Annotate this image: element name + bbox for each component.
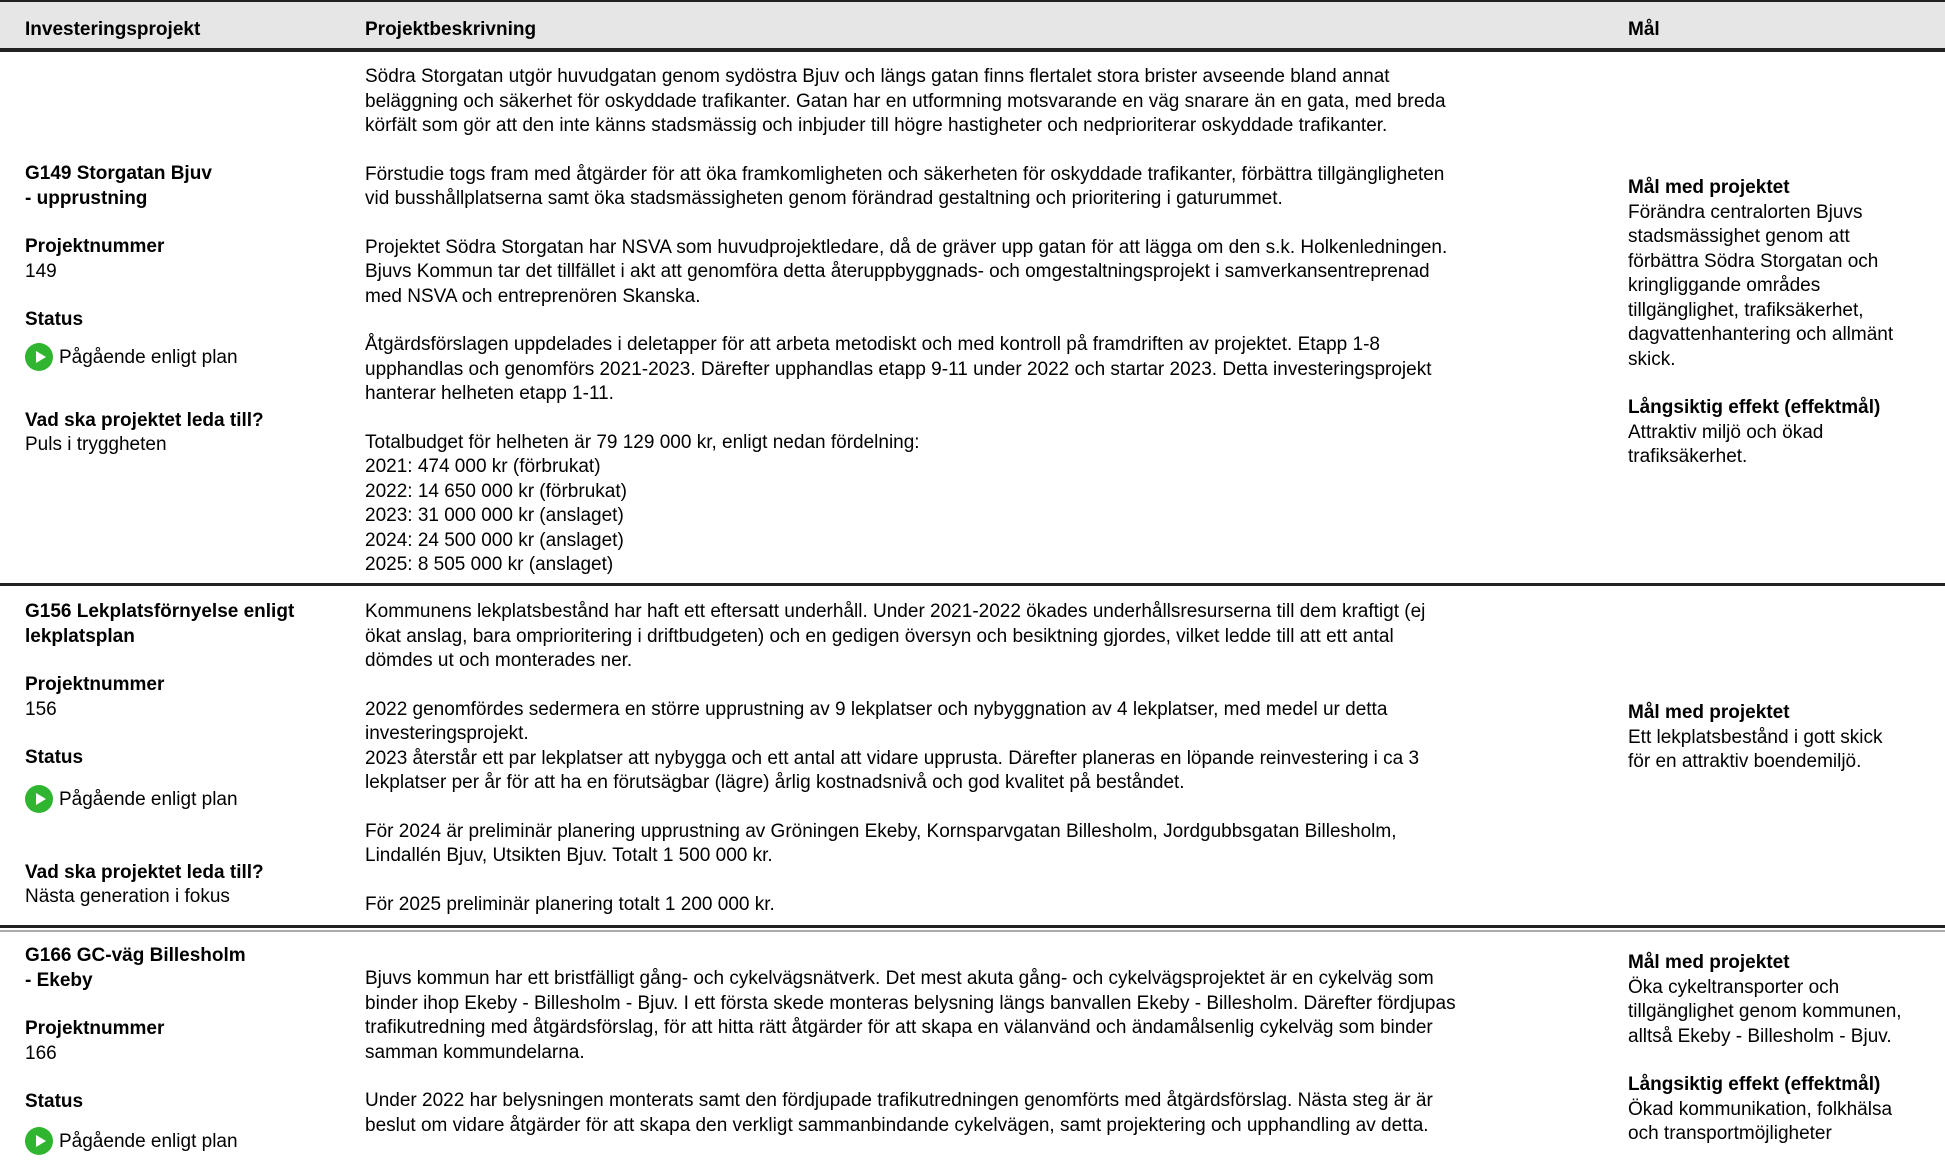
desc-line: Bjuvs Kommun tar det tillfället i akt att genomföra detta återuppbyggnads- och omgestaltningsprojekt i samverkansentreprenad (365, 261, 1430, 282)
desc-line: trafikutredning med åtgärdsförslag, för att hitta rätt åtgärder för att skapa en välanvänd och ändamålsenlig cykelväg som binder (365, 1017, 1433, 1038)
effect-line: Attraktiv miljö och ökad (1628, 421, 1824, 443)
desc-line: samman kommundelarna. (365, 1041, 585, 1063)
project-149-description (365, 65, 1615, 578)
desc-line: Lindallén Bjuv, Utsikten Bjuv. Totalt 1 500 000 kr. (365, 845, 773, 866)
effect-line: och transportmöjligheter (1628, 1123, 1832, 1144)
project-number: 156 (25, 698, 57, 720)
goal-line: Ett lekplatsbestånd i gott skick (1628, 726, 1883, 748)
desc-line: För 2025 preliminär planering totalt 1 200 000 kr. (365, 893, 775, 915)
project-166-left (25, 944, 355, 1155)
table-header (0, 0, 1945, 52)
play-icon (25, 1127, 53, 1155)
desc-line: körfält som gör att den inte känns stadsmässig och inbjuder till högre hastigheter och nedprioriterar oskyddade trafikanter. (365, 115, 1388, 136)
desc-line: Åtgärdsförslagen uppdelades i deletapper för att arbeta metodiskt och med kontroll på framdriften av projektet. Etapp 1-8 (365, 334, 1380, 355)
status-label: Status (25, 309, 84, 330)
goal-label: Mål med projektet (1628, 702, 1790, 723)
projektnummer-label: Projektnummer (25, 674, 165, 695)
lead-to-value: Puls i tryggheten (25, 434, 167, 455)
status-indicator (25, 783, 360, 813)
goal-line: alltså Ekeby - Billesholm - Bjuv. (1628, 1025, 1892, 1047)
project-number: 166 (25, 1042, 57, 1064)
column-header-investeringsprojekt: Investeringsprojekt (25, 19, 201, 40)
desc-line: beslut om vidare åtgärder för att skapa den verkligt sammanbindande cykelvägen, samt projektering och upphandling av detta. (365, 1114, 1429, 1136)
desc-line: upphandlas och genomförs 2021-2023. Därefter upphandlas etapp 9-11 under 2022 och startar 2023. Detta investeringsprojekt (365, 358, 1432, 380)
desc-line: ökat anslag, bara omprioritering i driftbudgeten) och en gedigen översyn och besiktning gjordes, vilket ledde till att ett antal (365, 625, 1394, 647)
budget-line: 2021: 474 000 kr (förbrukat) (365, 456, 601, 477)
lead-to-label: Vad ska projektet leda till? (25, 409, 264, 431)
desc-line: hanterar helheten etapp 1-11. (365, 383, 614, 404)
desc-line: binder ihop Ekeby - Billesholm - Bjuv. I ett första skede monteras belysning längs banvallen Ekeby - Billesholm. Därefter fördjupas (365, 992, 1456, 1014)
goal-line: stadsmässighet genom att (1628, 226, 1850, 247)
status-label: Status (25, 747, 84, 768)
budget-line: 2025: 8 505 000 kr (anslaget) (365, 554, 614, 575)
project-149-goals (1628, 176, 1943, 470)
status-text: Pågående enligt plan (59, 347, 238, 368)
lead-to-label: Vad ska projektet leda till? (25, 861, 264, 883)
play-icon (25, 785, 53, 813)
desc-line: 2023 återstår ett par lekplatser att nybygga och ett antal att vidare upprusta. Därefter planeras en löpande reinvestering i ca 3 (365, 747, 1420, 769)
project-title-cont: - Ekeby (25, 969, 93, 991)
desc-line: Södra Storgatan utgör huvudgatan genom sydöstra Bjuv och längs gatan finns flertalet stora brister avseende bland annat (365, 66, 1390, 87)
desc-line: med NSVA och entreprenören Skanska. (365, 285, 701, 307)
status-indicator (25, 341, 355, 371)
goal-line: kringliggande områdes (1628, 275, 1821, 296)
project-title: G156 Lekplatsförnyelse enligt (25, 601, 295, 622)
desc-line: Kommunens lekplatsbestånd har haft ett eftersatt underhåll. Under 2021-2022 ökades underhållsresurserna till dem kraftigt (ej (365, 601, 1426, 622)
desc-line: 2022 genomfördes sedermera en större upprustning av 9 lekplatser och nybyggnation av 4 lekplatser, med medel ur detta (365, 698, 1388, 720)
goal-line: tillgänglighet genom kommunen, (1628, 1001, 1902, 1022)
desc-line: vid busshållplatserna samt öka stadsmässigheten genom förändrad gestaltning och prioritering i gaturummet. (365, 188, 1283, 209)
budget-line: 2024: 24 500 000 kr (anslaget) (365, 529, 624, 551)
project-166-goals (1628, 951, 1943, 1147)
project-number: 149 (25, 260, 57, 282)
project-156-left (25, 600, 360, 910)
projektnummer-label: Projektnummer (25, 1018, 165, 1039)
goal-line: förbättra Södra Storgatan och (1628, 250, 1879, 272)
project-166-description (365, 967, 1615, 1138)
status-text: Pågående enligt plan (59, 789, 238, 810)
project-title: G166 GC-väg Billesholm (25, 945, 246, 966)
desc-line: beläggning och säkerhet för oskyddade trafikanter. Gatan har en utformning motsvarande en väg snarare än en gata, med breda (365, 90, 1446, 112)
project-156-description (365, 600, 1615, 917)
lead-to-value: Nästa generation i fokus (25, 886, 230, 907)
desc-line: Under 2022 har belysningen monterats samt den fördjupade trafikutredningen genomförts med åtgärdsförslag. Nästa steg är är (365, 1090, 1433, 1111)
desc-line: investeringsprojekt. (365, 723, 529, 744)
goal-label: Mål med projektet (1628, 177, 1790, 198)
row-divider (0, 583, 1945, 586)
status-label: Status (25, 1091, 84, 1112)
project-title-cont: - upprustning (25, 187, 148, 209)
goal-line: tillgänglighet, trafiksäkerhet, (1628, 299, 1864, 321)
effect-label: Långsiktig effekt (effektmål) (1628, 1074, 1881, 1095)
desc-line: Totalbudget för helheten är 79 129 000 kr, enligt nedan fördelning: (365, 431, 920, 453)
effect-line: Ökad kommunikation, folkhälsa (1628, 1098, 1893, 1120)
goal-line: dagvattenhantering och allmänt (1628, 324, 1894, 345)
row-divider-thin (0, 930, 1945, 932)
column-header-mal: Mål (1628, 19, 1660, 40)
goal-line: Öka cykeltransporter och (1628, 976, 1840, 998)
goal-line: för en attraktiv boendemiljö. (1628, 751, 1862, 772)
budget-line: 2023: 31 000 000 kr (anslaget) (365, 505, 624, 526)
status-text: Pågående enligt plan (59, 1131, 238, 1152)
effect-label: Långsiktig effekt (effektmål) (1628, 397, 1881, 418)
status-indicator (25, 1125, 355, 1155)
column-header-projektbeskrivning: Projektbeskrivning (365, 19, 537, 40)
desc-line: Bjuvs kommun har ett bristfälligt gång- och cykelvägsnätverk. Det mest akuta gång- och cykelvägsprojektet är en cykelväg som (365, 968, 1434, 989)
project-149-left (25, 162, 355, 458)
goal-line: skick. (1628, 348, 1676, 370)
desc-line: Projektet Södra Storgatan har NSVA som huvudprojektledare, då de gräver upp gatan för att lägga om den s.k. Holkenledningen. (365, 236, 1448, 258)
project-title: G149 Storgatan Bjuv (25, 163, 212, 184)
project-title-cont: lekplatsplan (25, 625, 135, 647)
row-divider (0, 925, 1945, 928)
desc-line: För 2024 är preliminär planering upprustning av Gröningen Ekeby, Kornsparvgatan Billesholm, Jordgubbsgatan Billesholm, (365, 820, 1397, 842)
desc-line: dömdes ut och monterades ner. (365, 650, 633, 671)
desc-line: Förstudie togs fram med åtgärder för att öka framkomligheten och säkerheten för oskyddade trafikanter, förbättra tillgängligheten (365, 163, 1445, 185)
budget-line: 2022: 14 650 000 kr (förbrukat) (365, 480, 627, 502)
goal-label: Mål med projektet (1628, 952, 1790, 973)
projektnummer-label: Projektnummer (25, 236, 165, 257)
project-156-goals (1628, 701, 1943, 775)
play-icon (25, 343, 53, 371)
desc-line: lekplatser per år för att ha en förutsägbar (lägre) årlig kostnadsnivå och god kvalitet på beståndet. (365, 772, 1185, 793)
goal-line: Förändra centralorten Bjuvs (1628, 201, 1863, 223)
effect-line: trafiksäkerhet. (1628, 446, 1748, 467)
